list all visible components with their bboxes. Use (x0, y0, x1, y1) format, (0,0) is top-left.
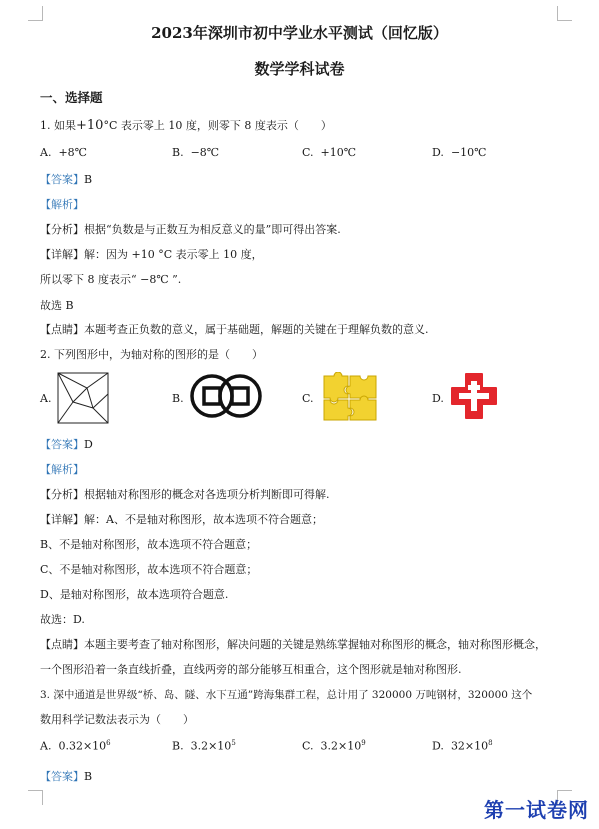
question-2-option-a-label: A. (40, 392, 52, 405)
question-1-option-b: B. −8℃ (172, 146, 220, 159)
question-2-fenxi: 【分析】根据轴对称图形的概念对各选项分析判断即可得解. (40, 488, 330, 501)
figure-b-linked-coins (186, 372, 266, 420)
crop-mark-top-left (28, 6, 43, 21)
question-2-conclusion: 故选：D. (40, 613, 85, 626)
crop-mark-top-right (557, 6, 572, 21)
question-1-fenxi: 【分析】根据“负数是与正数互为相反意义的量”即可得出答案. (40, 223, 341, 236)
question-1-option-a: A. +8℃ (40, 146, 87, 159)
question-1-stem-suffix: °C 表示零上 10 度，则零下 8 度表示（ ） (103, 119, 332, 132)
question-1-analysis-heading: 【解析】 (40, 198, 84, 211)
question-1-conclusion: 故选 B (40, 299, 74, 312)
question-1-stem-value: +10 (76, 118, 104, 133)
question-3-option-d: D. $32\times 10^8$ (432, 739, 493, 753)
figure-d-red-cross (450, 372, 498, 420)
question-1-stem-prefix: 1. 如果 (40, 119, 76, 132)
question-3-option-a: A. $0.32\times 10^6$ (40, 739, 111, 753)
question-3-stem: 3. 深中通道是世界级“桥、岛、隧、水下互通”跨海集群工程，总计用了 320000 万吨钢材，320000 这个 (40, 689, 533, 701)
figure-a-pinwheel-square (57, 372, 109, 424)
question-2-xiangjie: 【详解】解：A、不是轴对称图形，故本选项不符合题意； (40, 513, 323, 526)
question-2-line-c: C、不是轴对称图形，故本选项不符合题意； (40, 563, 258, 576)
watermark: 第一试卷网 (484, 798, 589, 822)
question-3-option-c: C. $3.2\times 10^9$ (302, 739, 366, 753)
section-heading: 一、选择题 (40, 90, 103, 105)
question-1-xiangjie-line2: 所以零下 8 度表示“ −8℃ ”. (40, 273, 182, 286)
question-2-option-c-label: C. (302, 392, 314, 405)
figure-c-puzzle-pieces (320, 372, 380, 424)
question-2-dianjing: 【点睛】本题主要考查了轴对称图形，解决问题的关键是熟练掌握轴对称图形的概念，轴对称图形概念， (40, 638, 546, 651)
question-2-dianjing-line2: 一个图形沿着一条直线折叠，直线两旁的部分能够互相重合，这个图形就是轴对称图形. (40, 663, 462, 676)
question-2-analysis-heading: 【解析】 (40, 463, 84, 476)
crop-mark-bottom-left (28, 790, 43, 805)
question-3-stem-line2: 数用科学记数法表示为（ ） (40, 713, 194, 726)
page-subtitle: 数学学科试卷 (254, 60, 345, 78)
question-1-option-c: C. +10℃ (302, 146, 357, 159)
question-1-stem (40, 117, 332, 133)
question-1-dianjing: 【点睛】本题考查正负数的意义，属于基础题，解题的关键在于理解负数的意义. (40, 323, 429, 336)
question-1-option-d: D. −10℃ (432, 146, 487, 159)
question-3-option-b: B. $3.2\times 10^5$ (172, 739, 236, 753)
question-1-xiangjie: 【详解】解：因为 +10 °C 表示零上 10 度， (40, 248, 263, 261)
question-2-answer: 【答案】D (40, 438, 93, 451)
question-2-option-d-label: D. (432, 392, 444, 405)
question-1-answer: 【答案】B (40, 173, 93, 186)
question-2-option-b-label: B. (172, 392, 184, 405)
page-title: 2023年深圳市初中学业水平测试（回忆版） (151, 24, 448, 42)
question-2-line-d: D、是轴对称图形，故本选项符合题意. (40, 588, 229, 601)
question-2-line-b: B、不是轴对称图形，故本选项不符合题意； (40, 538, 258, 551)
question-3-answer: 【答案】B (40, 770, 93, 783)
question-2-stem: 2. 下列图形中，为轴对称的图形的是（ ） (40, 348, 263, 361)
